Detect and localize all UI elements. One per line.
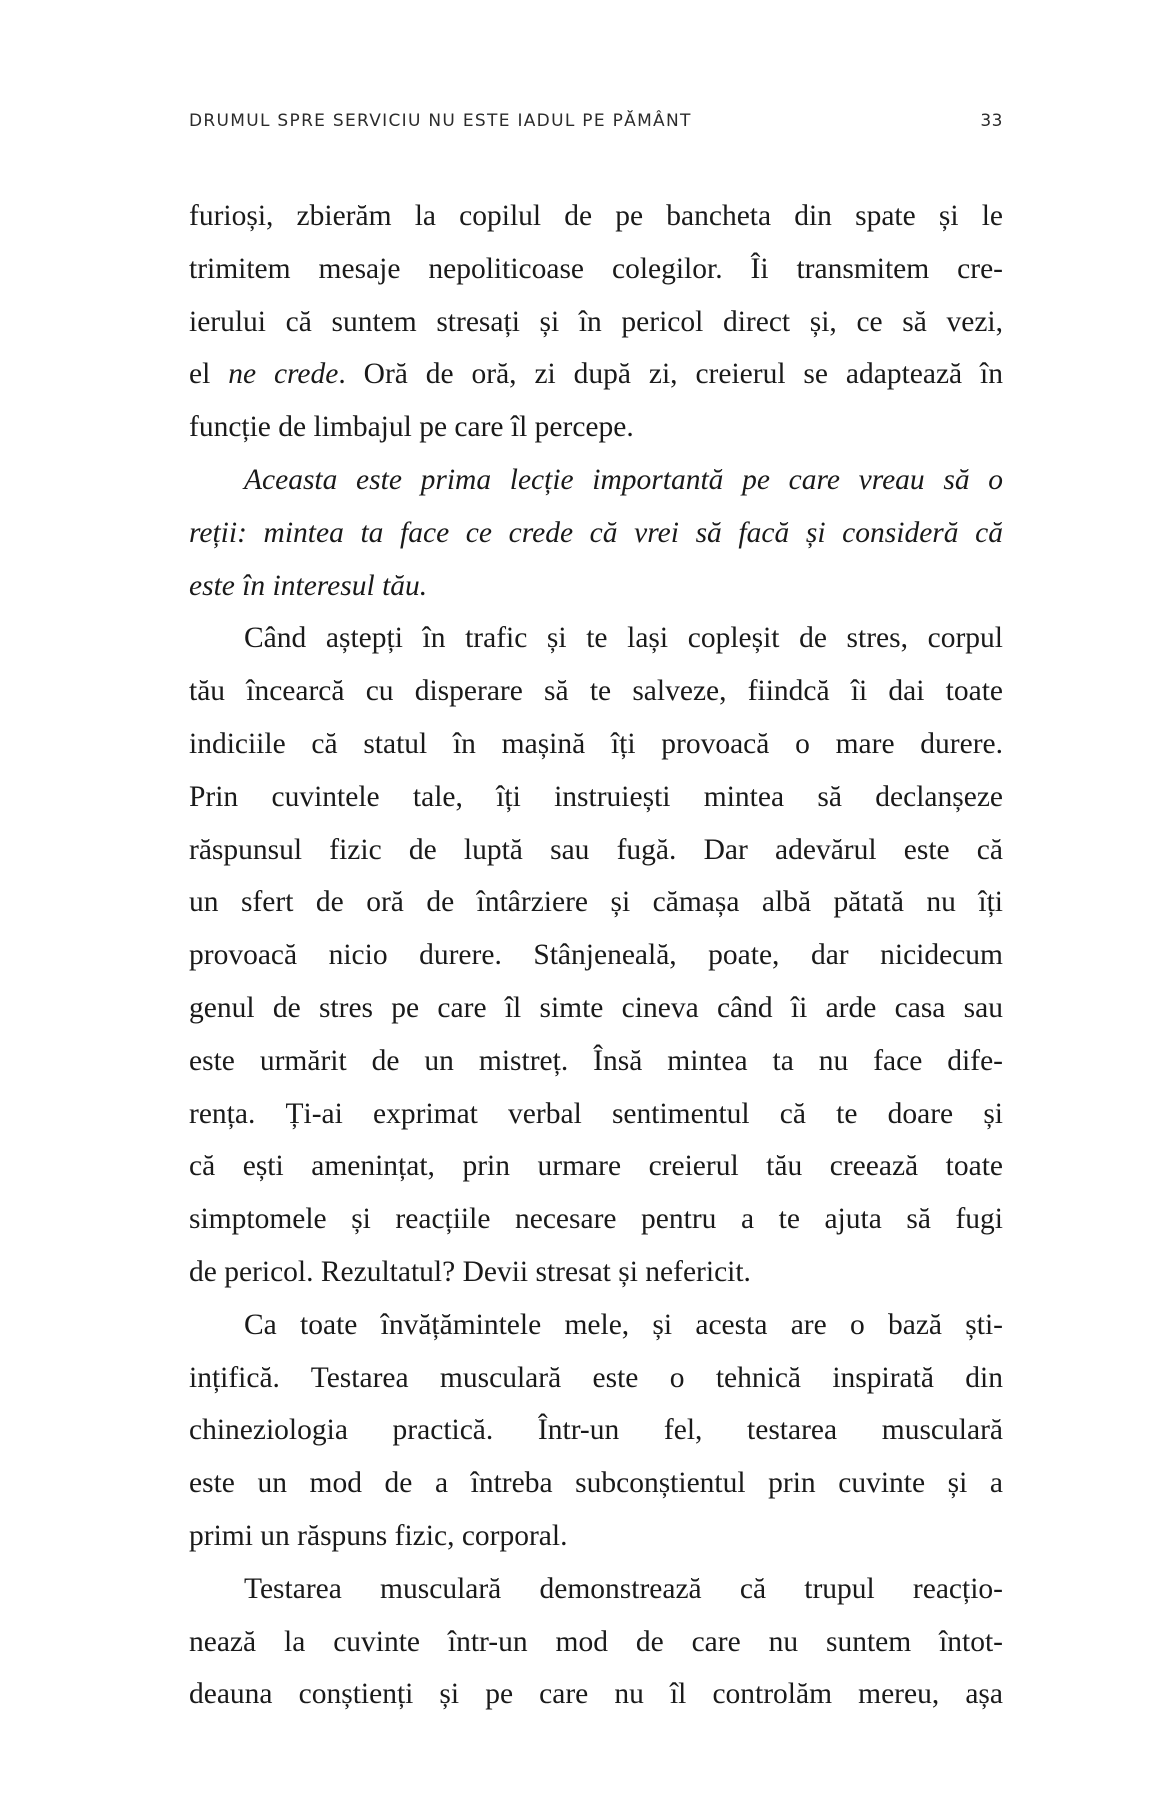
- text-line: primi un răspuns fizic, corporal.: [189, 1519, 568, 1552]
- text-line: un sfert de oră de întârziere și cămașa albă pătată nu îți: [189, 886, 1003, 919]
- text-segment: . Oră de oră, zi după zi, creierul se adaptează în: [338, 358, 1003, 391]
- text-line: genul de stres pe care îl simte cineva când îi arde casa sau: [189, 991, 1003, 1024]
- text-line: reții: mintea ta face ce crede că vrei să facă și consideră că: [189, 516, 1003, 549]
- text-line: deauna conștienți și pe care nu îl controlăm mereu, așa: [189, 1678, 1003, 1711]
- text-line: că ești amenințat, prin urmare creierul tău creează toate: [189, 1150, 1003, 1183]
- page-number: 33: [980, 111, 1003, 131]
- text-line: Când aștepți în trafic și te lași copleșit de stres, corpul: [244, 622, 1003, 655]
- text-line: răspunsul fizic de luptă sau fugă. Dar adevărul este că: [189, 833, 1003, 866]
- running-header: [189, 111, 1003, 135]
- text-line: este urmărit de un mistreț. Însă mintea ta nu face dife-: [189, 1044, 1003, 1077]
- paragraph-2-italic: [189, 454, 1003, 612]
- text-line: funcție de limbajul pe care îl percepe.: [189, 411, 634, 444]
- paragraph-5: [189, 1563, 1003, 1721]
- text-line: este un mod de a întreba subconștientul prin cuvinte și a: [189, 1467, 1003, 1500]
- text-line: furioși, zbierăm la copilul de pe bancheta din spate și le: [189, 200, 1003, 232]
- page-body: [189, 190, 1003, 1721]
- text-line: ierului că suntem stresați și în pericol direct și, ce să vezi,: [189, 305, 1003, 338]
- text-line: este în interesul tău.: [189, 569, 428, 602]
- italic-emphasis: ne crede: [228, 358, 339, 391]
- text-line: Prin cuvintele tale, îți instruiești mintea să declanșeze: [189, 780, 1003, 813]
- text-line: nează la cuvinte într-un mod de care nu suntem întot-: [189, 1625, 1003, 1658]
- paragraph-3: [189, 612, 1003, 1298]
- text-line: ințifică. Testarea musculară este o tehnică inspirată din: [189, 1361, 1003, 1394]
- text-line: tău încearcă cu disperare să te salveze, fiindcă îi dai toate: [189, 675, 1003, 708]
- text-line: simptomele și reacțiile necesare pentru a te ajuta să fugi: [189, 1203, 1003, 1236]
- text-line: Testarea musculară demonstrează că trupul reacțio-: [244, 1572, 1003, 1605]
- text-line: Aceasta este prima lecție importantă pe care vreau să o: [244, 463, 1003, 496]
- paragraph-1: [189, 190, 1003, 454]
- chapter-title: DRUMUL SPRE SERVICIU NU ESTE IADUL PE PĂMÂNT: [189, 111, 692, 131]
- text-line: rența. Ți-ai exprimat verbal sentimentul că te doare și: [189, 1097, 1003, 1130]
- paragraph-4: [189, 1299, 1003, 1563]
- text-line: indiciile că statul în mașină îți provoacă o mare durere.: [189, 727, 1003, 760]
- text-line: Ca toate învățămintele mele, și acesta are o bază ști-: [244, 1308, 1003, 1341]
- text-line: [189, 348, 1003, 401]
- text-line: trimitem mesaje nepoliticoase colegilor. Îi transmitem cre-: [189, 252, 1003, 285]
- text-line: chineziologia practică. Într-un fel, testarea musculară: [189, 1414, 1003, 1447]
- text-line: provoacă nicio durere. Stânjeneală, poate, dar nicidecum: [189, 939, 1003, 972]
- text-segment: el: [189, 358, 229, 391]
- text-line: de pericol. Rezultatul? Devii stresat și nefericit.: [189, 1255, 751, 1288]
